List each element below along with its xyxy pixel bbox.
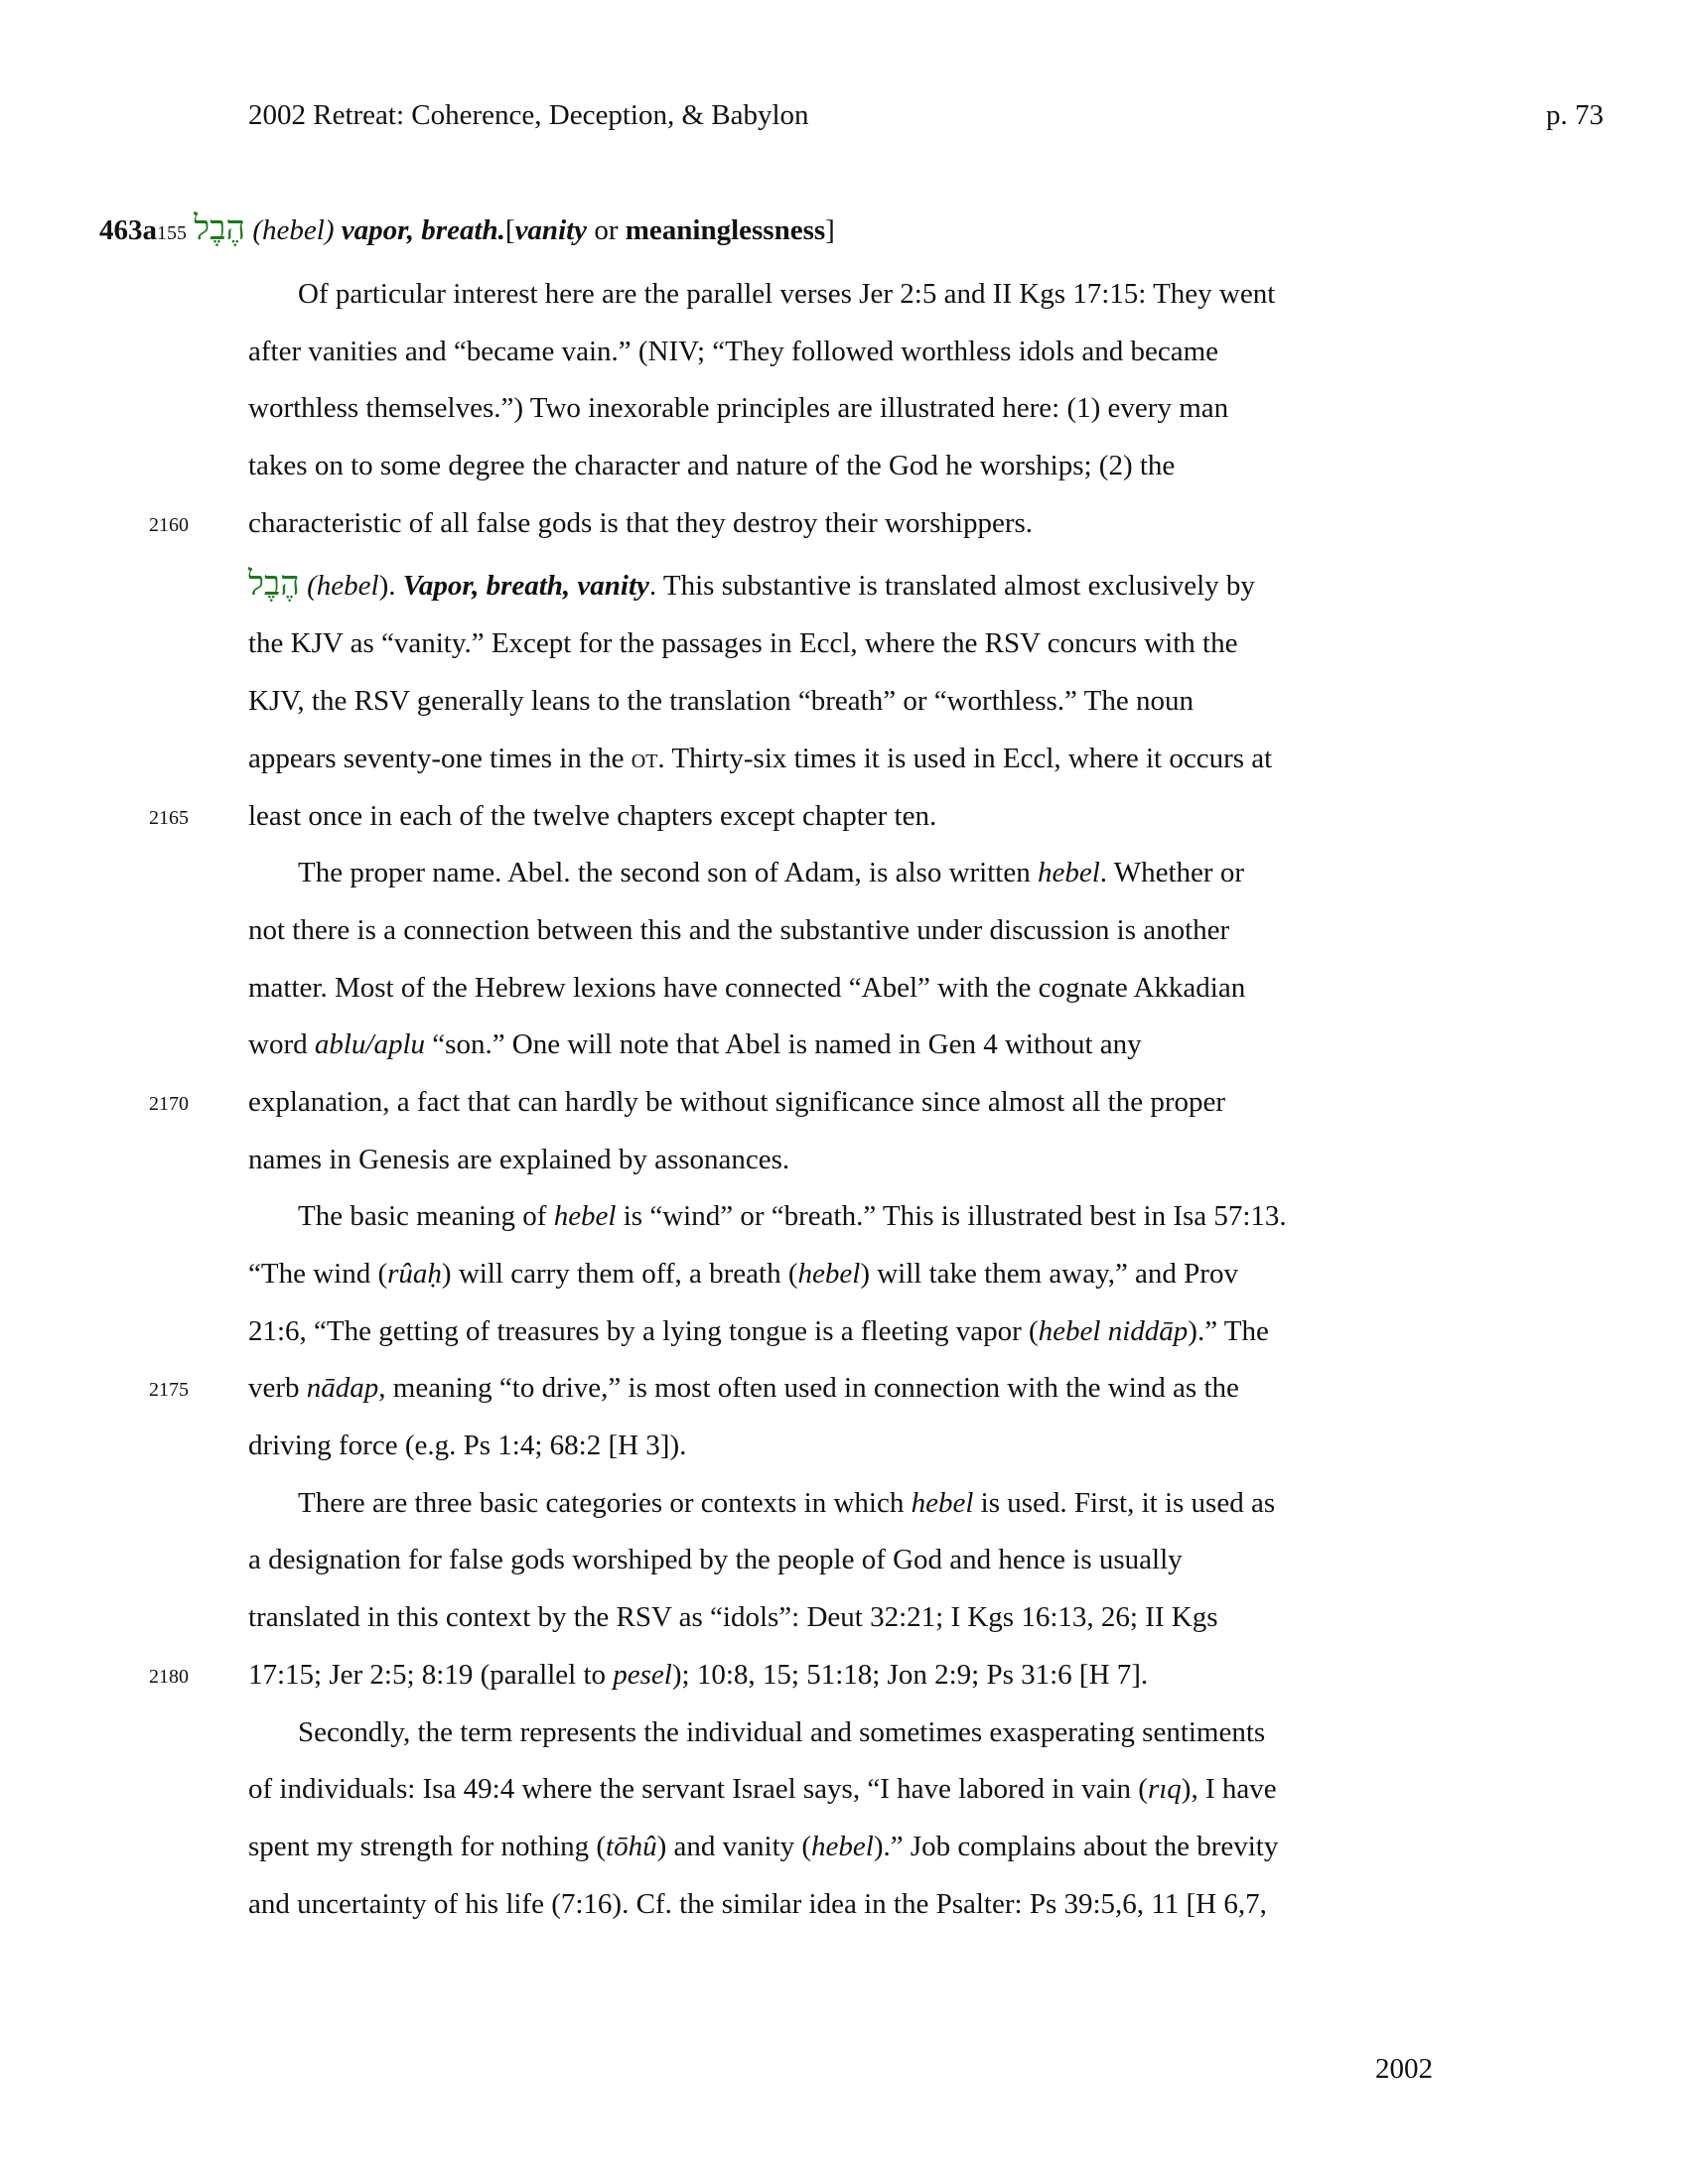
text-line: [149, 495, 1440, 553]
text-span: 17:15; Jer 2:5; 8:19 (parallel to: [248, 1658, 614, 1691]
text-line: Secondly, the term represents the individual and sometimes exasperating sentiments: [298, 1715, 1266, 1748]
text-span: Vapor, breath, vanity: [402, 570, 649, 603]
text-span: appears seventy-one times in the: [248, 742, 632, 774]
text-span: explanation, a fact that can hardly be without significance since almost all the proper: [248, 1085, 1226, 1118]
text-span: ), I have: [1181, 1773, 1277, 1806]
text-span: “The wind (: [248, 1258, 388, 1290]
text-span: ); 10:8, 15; 51:18; Jon 2:9; Ps 31:6 [H 7].: [671, 1658, 1149, 1691]
text-line: [149, 1647, 1440, 1705]
text-line: [248, 1017, 1440, 1074]
text-line: the KJV as “vanity.” Except for the passages in Eccl, where the RSV concurs with the: [248, 627, 1238, 660]
text-line: a designation for false gods worshiped by the people of God and hence is usually: [248, 1544, 1183, 1576]
bracket: [: [504, 214, 515, 246]
text-line: [248, 1303, 1440, 1361]
text-span: least once in each of the twelve chapters except chapter ten.: [248, 799, 937, 832]
text-line: Of particular interest here are the parallel verses Jer 2:5 and II Kgs 17:15: They went: [298, 278, 1276, 310]
text-span: hebel: [797, 1258, 861, 1290]
text-line: [248, 845, 1440, 902]
text-span: rıq: [1147, 1773, 1182, 1806]
entry-heading: [99, 208, 835, 248]
text-span: hebel: [1037, 857, 1100, 889]
text-line: takes on to some degree the character and nature of the God he worships; (2) the: [248, 450, 1176, 482]
text-span: tōhû: [606, 1830, 657, 1862]
text-span: ) will carry them off, a breath (: [441, 1258, 798, 1290]
entry-superscript: 155: [157, 222, 187, 244]
entry-gloss: vapor, breath.: [341, 214, 505, 246]
entry-or: or: [587, 214, 626, 246]
text-span: spent my strength for nothing (: [248, 1830, 607, 1862]
line-number: 2160: [149, 513, 189, 536]
text-span: pesel: [613, 1658, 672, 1691]
entry-number: 463a: [99, 214, 157, 246]
text-span: There are three basic categories or contexts in which: [298, 1486, 912, 1519]
text-line: names in Genesis are explained by assonances.: [248, 1143, 790, 1175]
text-line: [149, 1074, 1440, 1132]
text-span: is used. First, it is used as: [973, 1486, 1276, 1519]
body-text: [149, 266, 1440, 1933]
text-line: matter. Most of the Hebrew lexions have connected “Abel” with the cognate Akkadian: [248, 971, 1246, 1004]
text-line: KJV, the RSV generally leans to the translation “breath” or “worthless.” The noun: [248, 685, 1194, 718]
text-span: of individuals: Isa 49:4 where the servant Israel says, “I have labored in vain (: [248, 1773, 1148, 1806]
hebrew-word: הֶבֶל: [194, 208, 246, 248]
page-header-left: 2002 Retreat: Coherence, Deception, & Babylon: [248, 99, 809, 131]
entry-transliteration: (hebel): [252, 214, 335, 246]
entry-meaningless: meaninglessness: [625, 214, 826, 246]
text-span: 21:6, “The getting of treasures by a lying tongue is a fleeting vapor (: [248, 1314, 1039, 1347]
text-line: [248, 1246, 1440, 1303]
text-span: hebel: [553, 1200, 617, 1233]
text-line: [149, 788, 1440, 846]
hebrew-word: הֶבֶל: [248, 564, 300, 605]
text-span: ).: [378, 570, 403, 603]
text-span: . Whether or: [1099, 857, 1244, 889]
text-span: ).” The: [1188, 1314, 1269, 1347]
page-footer: 2002: [1375, 2053, 1433, 2085]
text-line: and uncertainty of his life (7:16). Cf. the similar idea in the Psalter: Ps 39:5,6, 11 [H 6,7,: [248, 1887, 1267, 1920]
text-span: . This substantive is translated almost exclusively by: [648, 570, 1255, 603]
text-span: hebel: [811, 1830, 874, 1862]
text-span: word: [248, 1028, 315, 1061]
bracket: ]: [825, 214, 835, 246]
text-line: worthless themselves.”) Two inexorable principles are illustrated here: (1) every man: [248, 392, 1229, 425]
text-span: ).” Job complains about the brevity: [873, 1830, 1279, 1862]
text-span: ablu/aplu: [314, 1028, 426, 1061]
text-line: [149, 1360, 1440, 1418]
text-span: verb: [248, 1372, 307, 1405]
text-line: driving force (e.g. Ps 1:4; 68:2 [H 3]).: [248, 1430, 687, 1462]
text-span: The proper name. Abel. the second son of Adam, is also written: [298, 857, 1038, 889]
line-number: 2170: [149, 1092, 189, 1115]
text-line: not there is a connection between this and the substantive under discussion is another: [248, 913, 1230, 946]
text-line: [248, 552, 1440, 615]
text-span: ot: [631, 742, 658, 774]
entry-vanity: vanity: [514, 214, 588, 246]
text-span: is “wind” or “breath.” This is illustrated best in Isa 57:13.: [616, 1200, 1287, 1233]
text-line: [248, 1188, 1440, 1246]
text-span: (hebel: [307, 570, 379, 603]
text-line: translated in this context by the RSV as “idols”: Deut 32:21; I Kgs 16:13, 26; II Kgs: [248, 1601, 1218, 1634]
text-line: [248, 1475, 1440, 1533]
text-line: [248, 1819, 1440, 1876]
page-number: p. 73: [1546, 99, 1604, 131]
text-span: ) and vanity (: [656, 1830, 812, 1862]
line-number: 2165: [149, 806, 189, 829]
text-span: nādap: [306, 1372, 379, 1405]
text-line: after vanities and “became vain.” (NIV; “They followed worthless idols and became: [248, 335, 1219, 367]
line-number: 2175: [149, 1379, 189, 1402]
text-span: . Thirty-six times it is used in Eccl, where it occurs at: [657, 742, 1273, 774]
text-span: hebel: [911, 1486, 974, 1519]
text-span: rûaḥ: [387, 1258, 442, 1290]
text-span: “son.” One will note that Abel is named in Gen 4 without any: [425, 1028, 1142, 1061]
text-span: , meaning “to drive,” is most often used in connection with the wind as the: [378, 1372, 1239, 1405]
text-line: [248, 1761, 1440, 1819]
text-line: [248, 731, 1440, 788]
text-span: hebel niddāp: [1038, 1314, 1189, 1347]
text-span: characteristic of all false gods is that they destroy their worshippers.: [248, 506, 1034, 539]
text-span: The basic meaning of: [298, 1200, 554, 1233]
text-span: ) will take them away,” and Prov: [860, 1258, 1238, 1290]
line-number: 2180: [149, 1665, 189, 1688]
